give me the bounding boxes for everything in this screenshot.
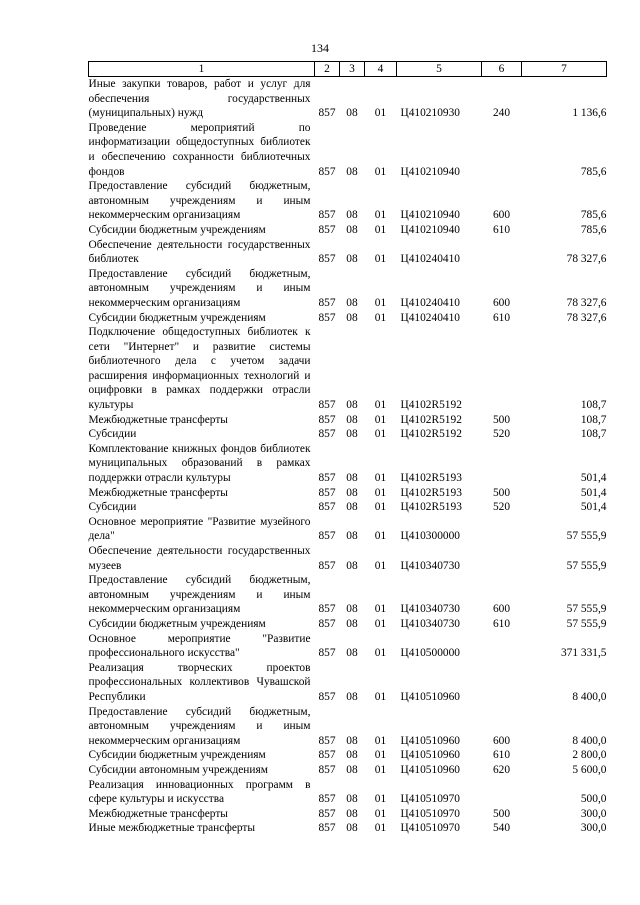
row-description: Предоставление субсидий бюджетным, автономным учреждениям и иным некоммерческим организациям [88, 574, 311, 616]
page-number: 134 [311, 41, 329, 55]
row-description: Субсидии [88, 428, 137, 441]
row-section-code: 08 [346, 559, 358, 572]
row-expense-type [482, 544, 522, 573]
header-col-6: 6 [482, 62, 522, 77]
row-target-article: Ц410210940 [400, 223, 460, 236]
row-target-article: Ц4102R5193 [400, 472, 462, 485]
row-section-code: 08 [346, 472, 358, 485]
row-amount: 2 800,0 [572, 749, 607, 762]
row-ministry-code: 857 [318, 253, 336, 266]
row-subsection-code: 01 [374, 107, 387, 120]
row-ministry-code: 857 [318, 399, 336, 412]
row-ministry-code: 857 [318, 617, 336, 630]
row-target-article: Ц410240410 [400, 253, 460, 266]
row-description: Основное мероприятие "Развитие музейного дела" [88, 515, 311, 543]
row-ministry-code: 857 [318, 734, 336, 747]
row-ministry-code: 857 [318, 603, 336, 616]
header-row [89, 62, 607, 77]
table-row [89, 763, 607, 778]
row-subsection-code: 01 [374, 296, 387, 309]
row-section-code: 08 [346, 734, 358, 747]
row-target-article: Ц410510970 [400, 822, 460, 835]
row-ministry-code: 857 [318, 413, 336, 426]
row-section-code: 08 [346, 399, 358, 412]
table-header [89, 62, 607, 77]
row-section-code: 08 [346, 253, 358, 266]
row-amount: 78 327,6 [566, 253, 607, 266]
table-row [89, 121, 607, 179]
table-row [89, 427, 607, 442]
row-section-code: 08 [346, 749, 358, 762]
row-amount: 1 136,6 [572, 107, 607, 120]
row-subsection-code: 01 [374, 486, 387, 499]
row-amount: 501,4 [580, 486, 607, 499]
row-description: Межбюджетные трансферты [88, 807, 228, 820]
row-ministry-code: 857 [318, 749, 336, 762]
table-row [89, 179, 607, 223]
row-description: Предоставление субсидий бюджетным, автономным учреждениям и иным некоммерческим организациям [88, 267, 311, 309]
row-section-code: 08 [346, 107, 358, 120]
row-subsection-code: 01 [374, 428, 387, 441]
row-amount: 300,0 [580, 807, 607, 820]
row-amount: 8 400,0 [572, 734, 607, 747]
row-section-code: 08 [346, 311, 358, 324]
row-target-article: Ц410500000 [400, 647, 460, 660]
row-section-code: 08 [346, 793, 358, 806]
header-col-3: 3 [340, 62, 365, 77]
row-expense-type [482, 661, 522, 705]
row-target-article: Ц410240410 [400, 311, 460, 324]
row-description: Субсидии бюджетным учреждениям [88, 617, 266, 630]
table-row [89, 325, 607, 413]
row-ministry-code: 857 [318, 822, 336, 835]
row-section-code: 08 [346, 296, 358, 309]
row-amount: 108,7 [580, 399, 607, 412]
table-row [89, 661, 607, 705]
row-description: Субсидии бюджетным учреждениям [88, 223, 266, 236]
row-ministry-code: 857 [318, 559, 336, 572]
row-description: Межбюджетные трансферты [88, 486, 228, 499]
row-expense-type [482, 632, 522, 661]
row-section-code: 08 [346, 807, 358, 820]
row-ministry-code: 857 [318, 107, 336, 120]
row-subsection-code: 01 [374, 413, 387, 426]
row-target-article: Ц410510970 [400, 807, 460, 820]
row-description: Комплектование книжных фондов библиотек муниципальных образований в рамках поддержки отрасли культуры [88, 442, 311, 485]
row-section-code: 08 [346, 209, 358, 222]
row-expense-type [482, 515, 522, 544]
row-target-article: Ц4102R5192 [400, 399, 462, 412]
row-description: Подключение общедоступных библиотек к сети "Интернет" и развитие системы библиотечного дела с учетом задачи расширения информационных технологий и оцифровки в рамках поддержки отрасли культуры [88, 326, 311, 412]
header-col-1: 1 [89, 62, 315, 77]
row-ministry-code: 857 [318, 223, 336, 236]
row-target-article: Ц4102R5193 [400, 486, 462, 499]
row-ministry-code: 857 [318, 472, 336, 485]
row-section-code: 08 [346, 165, 358, 178]
row-amount: 501,4 [580, 472, 607, 485]
row-expense-type: 610 [492, 223, 511, 236]
row-expense-type: 500 [492, 486, 511, 499]
row-subsection-code: 01 [374, 603, 387, 616]
row-target-article: Ц410510960 [400, 734, 460, 747]
row-amount: 57 555,9 [566, 603, 607, 616]
row-ministry-code: 857 [318, 486, 336, 499]
row-target-article: Ц410510960 [400, 749, 460, 762]
row-description: Проведение мероприятий по информатизации общедоступных библиотек и обеспечению сохранности библиотечных фондов [88, 121, 311, 178]
row-subsection-code: 01 [374, 223, 387, 236]
row-section-code: 08 [346, 530, 358, 543]
row-description: Реализация творческих проектов профессиональных коллективов Чувашской Республики [88, 661, 311, 703]
row-amount: 108,7 [580, 413, 607, 426]
row-ministry-code: 857 [318, 793, 336, 806]
row-expense-type [482, 778, 522, 807]
table-row [89, 413, 607, 428]
table-row [89, 311, 607, 326]
table-body [89, 77, 607, 836]
row-target-article: Ц410510960 [400, 690, 460, 703]
table-row [89, 515, 607, 544]
row-section-code: 08 [346, 428, 358, 441]
row-amount: 300,0 [580, 822, 607, 835]
row-target-article: Ц4102R5193 [400, 501, 462, 514]
row-subsection-code: 01 [374, 807, 387, 820]
row-subsection-code: 01 [374, 690, 387, 703]
table-row [89, 267, 607, 311]
row-section-code: 08 [346, 822, 358, 835]
row-description: Обеспечение деятельности государственных библиотек [88, 238, 311, 266]
table-row [89, 573, 607, 617]
row-section-code: 08 [346, 647, 358, 660]
row-subsection-code: 01 [374, 501, 387, 514]
row-ministry-code: 857 [318, 763, 336, 776]
table-row [89, 77, 607, 121]
row-section-code: 08 [346, 223, 358, 236]
row-expense-type: 520 [492, 501, 511, 514]
row-amount: 5 600,0 [572, 763, 607, 776]
row-amount: 501,4 [580, 501, 607, 514]
row-ministry-code: 857 [318, 311, 336, 324]
row-description: Межбюджетные трансферты [88, 413, 228, 426]
row-expense-type: 540 [492, 822, 511, 835]
table-row [89, 617, 607, 632]
row-description: Реализация инновационных программ в сфере культуры и искусства [88, 778, 311, 806]
row-amount: 500,0 [580, 793, 607, 806]
row-description: Субсидии [88, 501, 137, 514]
row-description: Основное мероприятие "Развитие профессионального искусства" [88, 632, 311, 660]
row-description: Субсидии бюджетным учреждениям [88, 311, 266, 324]
row-ministry-code: 857 [318, 165, 336, 178]
table-row [89, 748, 607, 763]
row-expense-type [482, 238, 522, 267]
row-target-article: Ц4102R5192 [400, 413, 462, 426]
table-row [89, 705, 607, 749]
row-expense-type: 610 [492, 749, 511, 762]
row-section-code: 08 [346, 413, 358, 426]
row-ministry-code: 857 [318, 428, 336, 441]
row-amount: 8 400,0 [572, 690, 607, 703]
row-ministry-code: 857 [318, 690, 336, 703]
row-subsection-code: 01 [374, 763, 387, 776]
table-row [89, 500, 607, 515]
row-subsection-code: 01 [374, 749, 387, 762]
budget-table [88, 61, 607, 836]
header-col-5: 5 [397, 62, 482, 77]
row-description: Предоставление субсидий бюджетным, автономным учреждениям и иным некоммерческим организациям [88, 180, 311, 222]
row-target-article: Ц410340730 [400, 603, 460, 616]
table-row [89, 486, 607, 501]
row-expense-type: 500 [492, 413, 511, 426]
row-subsection-code: 01 [374, 734, 387, 747]
row-ministry-code: 857 [318, 209, 336, 222]
row-section-code: 08 [346, 763, 358, 776]
row-description: Обеспечение деятельности государственных музеев [88, 545, 311, 572]
row-description: Иные закупки товаров, работ и услуг для обеспечения государственных (муниципальных) нужд [88, 78, 311, 120]
row-expense-type: 500 [492, 807, 511, 820]
row-target-article: Ц410210930 [400, 107, 460, 120]
row-expense-type: 600 [492, 734, 511, 747]
table-row [89, 442, 607, 486]
row-section-code: 08 [346, 690, 358, 703]
table-row [89, 238, 607, 267]
header-col-4: 4 [365, 62, 397, 77]
row-expense-type: 240 [492, 107, 511, 120]
row-amount: 78 327,6 [566, 296, 607, 309]
row-subsection-code: 01 [374, 311, 387, 324]
row-subsection-code: 01 [374, 822, 387, 835]
row-ministry-code: 857 [318, 296, 336, 309]
row-section-code: 08 [346, 486, 358, 499]
table-row [89, 632, 607, 661]
row-amount: 57 555,9 [566, 617, 607, 630]
row-subsection-code: 01 [374, 253, 387, 266]
row-amount: 57 555,9 [566, 559, 607, 572]
row-subsection-code: 01 [374, 559, 387, 572]
row-subsection-code: 01 [374, 165, 387, 178]
row-target-article: Ц410210940 [400, 165, 460, 178]
row-ministry-code: 857 [318, 647, 336, 660]
row-amount: 785,6 [580, 209, 607, 222]
row-section-code: 08 [346, 617, 358, 630]
row-target-article: Ц410340730 [400, 617, 460, 630]
row-description: Субсидии бюджетным учреждениям [88, 749, 266, 762]
row-target-article: Ц4102R5192 [400, 428, 462, 441]
row-subsection-code: 01 [374, 647, 387, 660]
row-expense-type: 520 [492, 428, 511, 441]
row-amount: 108,7 [580, 428, 607, 441]
row-expense-type [482, 325, 522, 413]
row-expense-type: 620 [492, 763, 511, 776]
row-description: Субсидии автономным учреждениям [88, 763, 268, 776]
row-expense-type: 610 [492, 311, 511, 324]
row-amount: 785,6 [580, 223, 607, 236]
row-ministry-code: 857 [318, 501, 336, 514]
row-section-code: 08 [346, 501, 358, 514]
row-subsection-code: 01 [374, 472, 387, 485]
row-subsection-code: 01 [374, 530, 387, 543]
row-subsection-code: 01 [374, 793, 387, 806]
row-target-article: Ц410210940 [400, 209, 460, 222]
row-target-article: Ц410510960 [400, 763, 460, 776]
table-row [89, 778, 607, 807]
row-expense-type [482, 442, 522, 486]
row-expense-type: 600 [492, 603, 511, 616]
row-expense-type [482, 121, 522, 179]
row-ministry-code: 857 [318, 530, 336, 543]
row-target-article: Ц410300000 [400, 530, 460, 543]
row-description: Предоставление субсидий бюджетным, автономным учреждениям и иным некоммерческим организациям [88, 705, 311, 747]
row-subsection-code: 01 [374, 399, 387, 412]
row-amount: 371 331,5 [560, 647, 607, 660]
row-subsection-code: 01 [374, 617, 387, 630]
row-target-article: Ц410340730 [400, 559, 460, 572]
row-amount: 785,6 [580, 165, 607, 178]
row-section-code: 08 [346, 603, 358, 616]
table-row [89, 223, 607, 238]
header-col-7: 7 [522, 62, 607, 77]
row-expense-type: 600 [492, 296, 511, 309]
row-subsection-code: 01 [374, 209, 387, 222]
row-target-article: Ц410240410 [400, 296, 460, 309]
table-row [89, 807, 607, 822]
table-row [89, 544, 607, 573]
row-description: Иные межбюджетные трансферты [88, 822, 256, 835]
row-amount: 78 327,6 [566, 311, 607, 324]
row-expense-type: 600 [492, 209, 511, 222]
row-expense-type: 610 [492, 617, 511, 630]
row-amount: 57 555,9 [566, 530, 607, 543]
row-ministry-code: 857 [318, 807, 336, 820]
row-target-article: Ц410510970 [400, 793, 460, 806]
header-col-2: 2 [315, 62, 340, 77]
table-row [89, 821, 607, 836]
